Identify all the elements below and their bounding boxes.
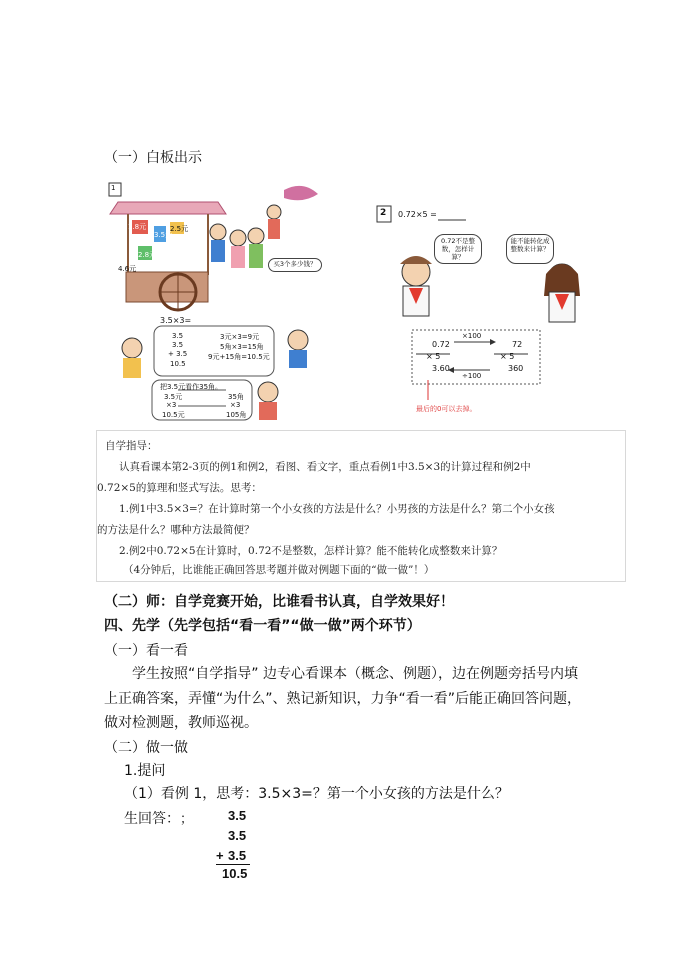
- guide-line-4: 的方法是什么？哪种方法最简便？: [97, 524, 255, 536]
- section-2-heading: （二）师：自学竞赛开始，比谁看书认真，自学效果好！: [104, 594, 454, 610]
- addition-row-1: 3.5: [228, 808, 247, 823]
- left-calc-1: 0.72: [432, 340, 450, 349]
- look-line-3: 做对检测题，教师巡视。: [104, 715, 258, 731]
- self-study-guide: [96, 430, 626, 582]
- guide-line-3: 1.例1中3.5×3=？在计算时第一个小女孩的方法是什么？小男孩的方法是什么？第二个小女孩: [119, 503, 555, 515]
- right-calc-3: 360: [508, 364, 524, 373]
- method-1-line-2: 3.5: [172, 341, 184, 349]
- example-1-figure: [108, 180, 336, 424]
- answer-label: 生回答：: [124, 811, 180, 827]
- addition-rule: [216, 864, 250, 865]
- part-4-heading: 四、先学（先学包括“看一看”“做一做”两个环节）: [104, 618, 421, 634]
- method-2-right-2: ×3: [230, 401, 241, 409]
- right-calc-1: 72: [512, 340, 523, 349]
- arrow-top-label: ×100: [462, 332, 482, 340]
- guide-line-6: （4分钟后，比谁能正确回答思考题并做对例题下面的“做一做”！）: [123, 564, 435, 576]
- example-2-illustration: [376, 204, 604, 424]
- bubble-right: 能不能转化成整数来计算？: [506, 234, 554, 264]
- vertical-addition: [180, 806, 260, 882]
- guide-line-5: 2.例2中0.72×5在计算时，0.72不是整数，怎样计算？能不能转化成整数来计算？: [119, 545, 503, 557]
- section-1-heading: （一）白板出示: [104, 150, 202, 166]
- method-2-left-2: ×3: [166, 401, 177, 409]
- method-2-right-3: 105角: [226, 411, 247, 419]
- look-line-1: 学生按照“自学指导” 边专心看课本（概念、例题），边在例题旁括号内填: [132, 666, 578, 682]
- example-2-figure: [376, 204, 604, 424]
- right-calc-2: × 5: [500, 352, 515, 361]
- left-calc-3: 3.60: [432, 364, 450, 373]
- example-2-note: 最后的0可以去掉。: [416, 405, 477, 413]
- addition-row-2: 3.5: [228, 828, 247, 843]
- method-1-extra-3: 9元+15角=10.5元: [208, 353, 270, 361]
- method-2-right-1: 35角: [228, 393, 244, 401]
- method-2-left-1: 3.5元: [164, 393, 183, 401]
- method-1-extra-1: 3元×3=9元: [220, 333, 260, 341]
- look-heading: （一）看一看: [104, 643, 188, 659]
- method-2-left-3: 10.5元: [162, 411, 185, 419]
- sign-2: 3.5元: [154, 231, 173, 239]
- look-line-2: 上正确答案，弄懂“为什么”、熟记新知识，力争“看一看”后能正确回答问题，: [104, 691, 582, 707]
- method-1-line-4: 10.5: [170, 360, 186, 368]
- example-2-equation: 0.72×5 =: [398, 210, 437, 219]
- method-2-title: 把3.5元看作35角。: [160, 383, 223, 391]
- guide-line-1: 认真看课本第2-3页的例1和例2，看图、看文字，重点看例1中3.5×3的计算过程和例2中: [119, 461, 531, 473]
- example-1-number: 1: [111, 184, 116, 192]
- sign-3: 2.5元: [170, 225, 189, 233]
- addition-row-3: 3.5: [228, 848, 247, 863]
- question-bubble: 买3个多少钱？: [268, 258, 322, 272]
- sign-4: 2.8元: [138, 251, 157, 259]
- example-2-number: 2: [380, 208, 387, 218]
- do-question: （1）看例 1，思考：3.5×3=？第一个小女孩的方法是什么？: [124, 786, 509, 802]
- sign-1: 1.8元: [128, 223, 147, 231]
- sign-5: 4.6元: [118, 265, 137, 273]
- addition-marker: ；: [180, 811, 194, 826]
- method-1-extra-2: 5角×3=15角: [220, 343, 264, 351]
- do-item-1: 1.提问: [124, 763, 166, 779]
- do-heading: （二）做一做: [104, 740, 188, 756]
- addition-plus: +: [216, 848, 224, 863]
- left-calc-2: × 5: [426, 352, 441, 361]
- guide-title: 自学指导：: [105, 440, 158, 452]
- addition-result: 10.5: [222, 866, 248, 881]
- arrow-bottom-label: ÷100: [462, 372, 482, 380]
- method-1-line-3: + 3.5: [168, 350, 188, 358]
- bubble-left: 0.72不是整数，怎样计算？: [434, 234, 482, 264]
- guide-line-2: 0.72×5的算理和竖式写法。思考：: [97, 482, 262, 494]
- method-1-line-1: 3.5: [172, 332, 184, 340]
- example-1-equation: 3.5×3=: [160, 316, 192, 325]
